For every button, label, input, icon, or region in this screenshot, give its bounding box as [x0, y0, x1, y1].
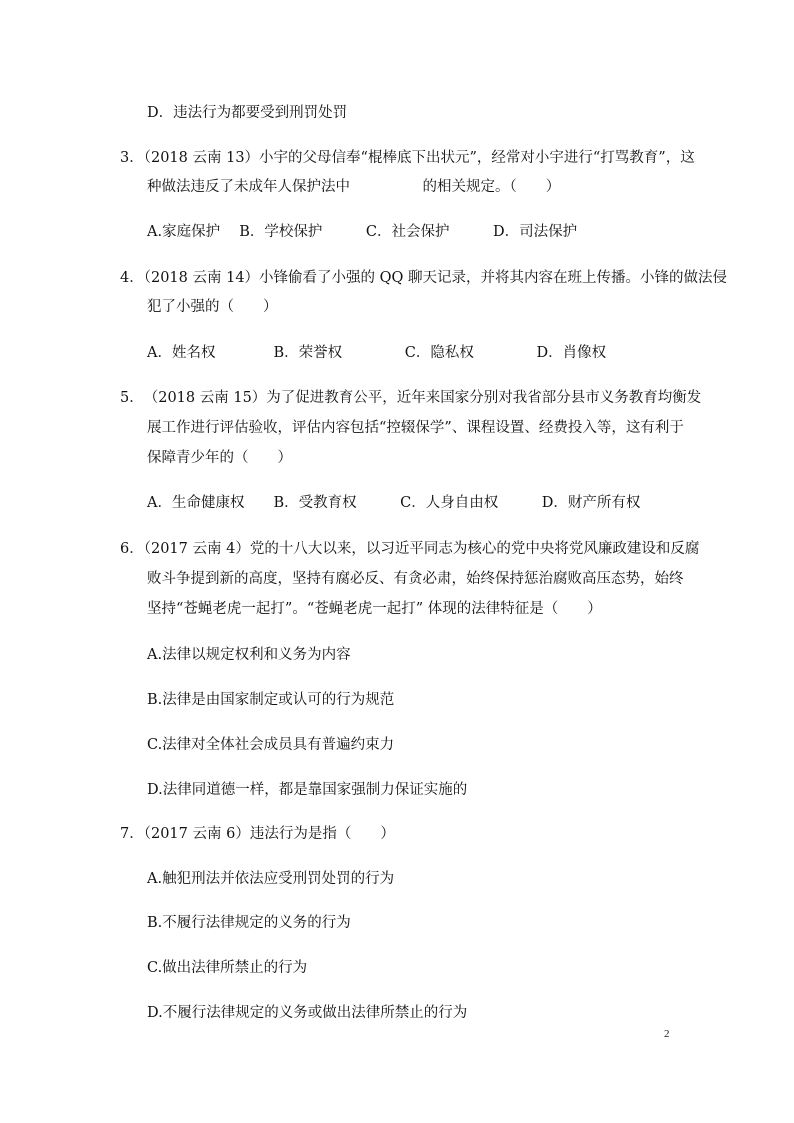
q7-option-b: B.不履行法律规定的义务的行为 [147, 915, 351, 931]
q4-stem-line1: 4．（2018 云南 14）小锋偷看了小强的 QQ 聊天记录，并将其内容在班上传播。小锋的做法侵 [120, 270, 728, 286]
q6-stem-line1: 6．（2017 云南 4）党的十八大以来，以习近平同志为核心的党中央将党风廉政建设和反腐 [120, 541, 700, 557]
q4-options: A．姓名权 B．荣誉权 C．隐私权 D．肖像权 [147, 345, 607, 361]
q6-option-d: D.法律同道德一样，都是靠国家强制力保证实施的 [147, 782, 468, 798]
q6-stem-line2: 败斗争提到新的高度，坚持有腐必反、有贪必肃，始终保持惩治腐败高压态势，始终 [147, 571, 684, 587]
page-number: 2 [664, 1028, 670, 1040]
q7-stem: 7．（2017 云南 6）违法行为是指（ ） [120, 826, 395, 842]
q3-stem-line1: 3．（2018 云南 13）小宇的父母信奉“棍棒底下出状元”，经常对小宇进行“打骂教育”，这 [120, 150, 695, 166]
q3-options: A.家庭保护 B．学校保护 C．社会保护 D．司法保护 [147, 224, 578, 240]
q5-stem-line2: 展工作进行评估验收，评估内容包括“控辍保学”、课程设置、经费投入等，这有利于 [147, 420, 684, 436]
q6-option-b: B.法律是由国家制定或认可的行为规范 [147, 692, 395, 708]
q2-option-d: D．违法行为都要受到刑罚处罚 [147, 105, 348, 121]
q6-option-a: A.法律以规定权利和义务为内容 [147, 647, 351, 663]
q7-option-d: D.不履行法律规定的义务或做出法律所禁止的行为 [147, 1005, 468, 1021]
q5-stem-line1: 5． （2018 云南 15）为了促进教育公平，近年来国家分别对我省部分县市义务教育均衡发 [120, 390, 702, 406]
q6-option-c: C.法律对全体社会成员具有普遍约束力 [147, 737, 395, 753]
q4-stem-line2: 犯了小强的（ ） [147, 299, 278, 315]
q6-stem-line3: 坚持“苍蝇老虎一起打”。“苍蝇老虎一起打” 体现的法律特征是（ ） [147, 601, 602, 617]
q5-stem-line3: 保障青少年的（ ） [147, 450, 292, 466]
q7-option-a: A.触犯刑法并依法应受刑罚处罚的行为 [147, 871, 395, 887]
q3-stem-line2: 种做法违反了未成年人保护法中 的相关规定。（ ） [147, 179, 561, 195]
q7-option-c: C.做出法律所禁止的行为 [147, 960, 308, 976]
q5-options: A．生命健康权 B．受教育权 C．人身自由权 D．财产所有权 [147, 495, 641, 511]
